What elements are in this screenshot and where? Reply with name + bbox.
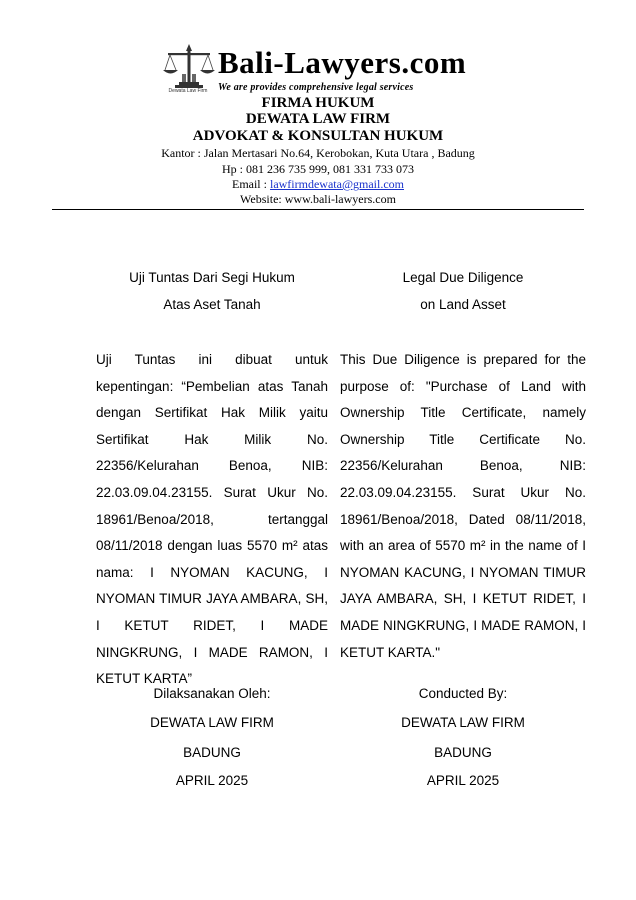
email-link[interactable]: lawfirmdewata@gmail.com (269, 177, 404, 191)
left-date: APRIL 2025 (175, 773, 249, 788)
left-title-2: Atas Aset Tanah (163, 297, 261, 312)
header-divider (52, 209, 584, 210)
right-firm: DEWATA LAW FIRM (401, 715, 525, 730)
logo-subtext: Dewata Law Firm (168, 88, 208, 94)
left-paragraph: Uji Tuntas ini dibuat untuk kepentingan: “Pembelian atas Tanah dengan Sertifikat Hak Milik yaitu Sertifikat Hak Milik No. 22356/Kelurahan Benoa, NIB: 22.03.09.04.23155. Surat Ukur No. 18961/Benoa/2018, tertanggal 08/11/2018 dengan luas 5570 m² atas nama: I NYOMAN KACUNG, I NYOMAN TIMUR JAYA AMBARA, SH, I KETUT RIDET, I MADE NINGKRUNG, I MADE RAMON, I KETUT KARTA” (96, 352, 328, 687)
left-executed-by: Dilaksanakan Oleh: (153, 686, 271, 701)
right-date: APRIL 2025 (426, 773, 500, 788)
right-executed-by: Conducted By: (418, 686, 508, 701)
firm-line-3: ADVOKAT & KONSULTAN HUKUM (192, 128, 444, 144)
logo-tagline: We are provides comprehensive legal services (218, 82, 414, 93)
left-firm: DEWATA LAW FIRM (150, 715, 274, 730)
email-line (0, 177, 636, 191)
left-title-1: Uji Tuntas Dari Segi Hukum (129, 270, 295, 285)
logo-wordmark: Bali-Lawyers.com (218, 45, 467, 80)
right-title-1: Legal Due Diligence (402, 270, 524, 285)
website-line: Website: www.bali-lawyers.com (240, 192, 396, 206)
office-address: Kantor : Jalan Mertasari No.64, Kerobokan, Kuta Utara , Badung (161, 146, 475, 160)
right-place: BADUNG (434, 745, 492, 760)
left-place: BADUNG (183, 745, 241, 760)
right-title-2: on Land Asset (420, 297, 506, 312)
phone-numbers: Hp : 081 236 735 999, 081 331 733 073 (222, 162, 414, 176)
firm-line-1: FIRMA HUKUM (261, 95, 375, 111)
right-paragraph: This Due Diligence is prepared for the purpose of: "Purchase of Land with Ownership Title Certificate, namely Ownership Title Certificate No. 22356/Kelurahan Benoa, NIB: 22.03.09.04.23155. Surat Ukur No. 18961/Benoa/2018, Dated 08/11/2018, with an area of 5570 m² in the name of I NYOMAN KACUNG, I NYOMAN TIMUR JAYA AMBARA, SH, I KETUT RIDET, I MADE NINGKRUNG, I MADE RAMON, I KETUT KARTA." (340, 352, 586, 660)
firm-line-2: DEWATA LAW FIRM (245, 111, 391, 127)
email-label: Email : (231, 177, 270, 191)
scales-of-justice-icon (162, 44, 216, 90)
letterhead-logo (160, 44, 490, 98)
